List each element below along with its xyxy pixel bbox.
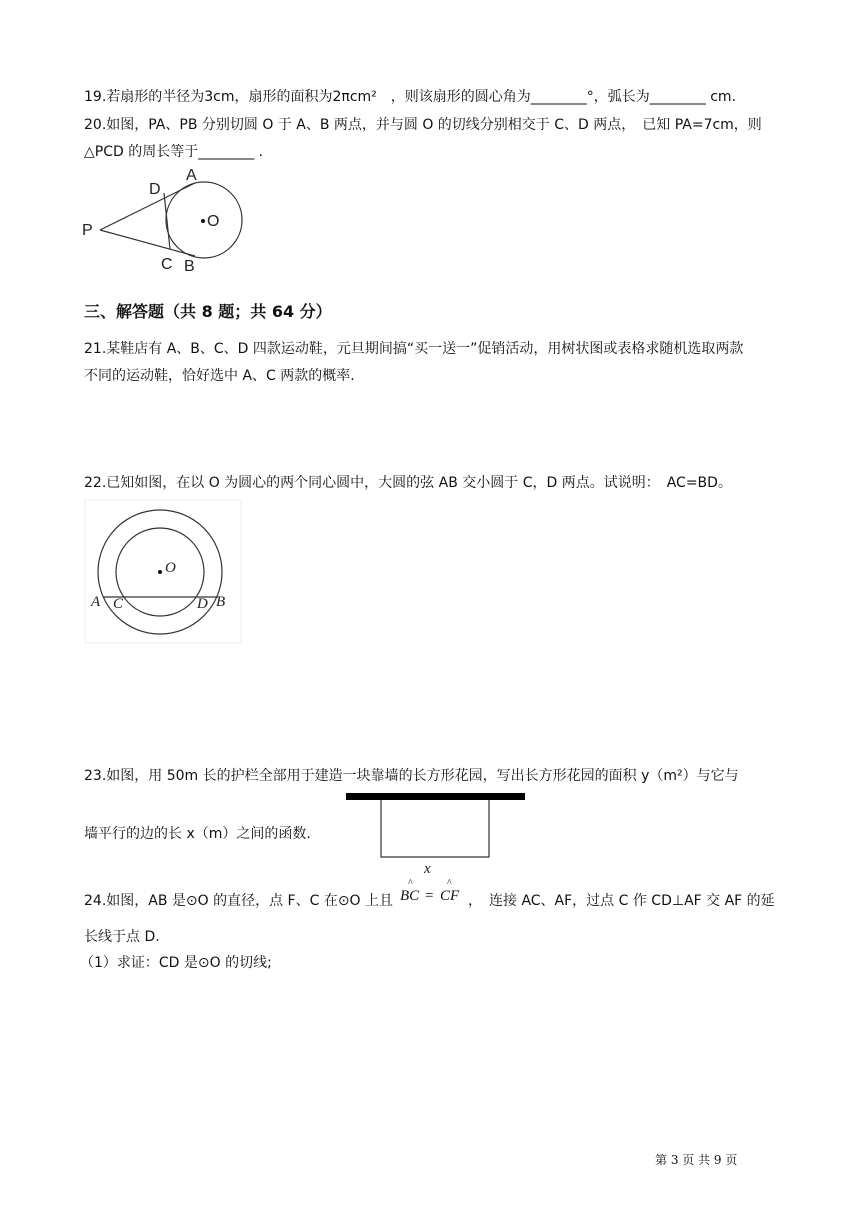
question-22: 22.已知如图，在以 O 为圆心的两个同心圆中，大圆的弦 AB 交小圆于 C，D 两点。试说明： AC=BD。 bbox=[84, 475, 732, 491]
section-heading: 三、解答题（共 8 题；共 64 分） bbox=[84, 302, 332, 321]
label-d: D bbox=[149, 181, 161, 198]
label-a: A bbox=[91, 594, 101, 610]
figure-22-concentric-circles bbox=[85, 500, 245, 645]
label-b: B bbox=[184, 258, 195, 275]
page-number: 第 3 页 共 9 页 bbox=[655, 1153, 738, 1167]
label-a: A bbox=[186, 167, 197, 184]
figure-23-garden bbox=[346, 793, 526, 878]
fence bbox=[381, 800, 489, 857]
question-19: 19.若扇形的半径为3cm，扇形的面积为2πcm² ，则该扇形的圆心角为________°，弧长为________ cm. bbox=[84, 89, 737, 105]
question-23-line-1: 23.如图，用 50m 长的护栏全部用于建造一块靠墙的长方形花园，写出长方形花园的面积 y（m²）与它与 bbox=[84, 768, 739, 784]
label-o: O bbox=[165, 560, 176, 576]
label-c: C bbox=[161, 256, 173, 273]
label-p: P bbox=[82, 222, 93, 239]
figure-border bbox=[85, 500, 241, 643]
question-20-line-2: △PCD 的周长等于________ . bbox=[84, 144, 264, 160]
label-c: C bbox=[113, 596, 124, 612]
question-24-line-2: 长线于点 D. bbox=[84, 929, 160, 945]
question-24-line-1-b: ， 连接 AC、AF，过点 C 作 CD⊥AF 交 AF 的延 bbox=[468, 893, 775, 909]
question-21-line-1: 21.某鞋店有 A、B、C、D 四款运动鞋，元旦期间搞“买一送一”促销活动，用树状图或表格求随机选取两款 bbox=[84, 341, 744, 357]
figure-20-tangent-circle bbox=[80, 163, 250, 278]
arc-cf: ^ CF bbox=[440, 878, 460, 904]
equals-sign: = bbox=[425, 888, 434, 904]
label-x: x bbox=[424, 861, 431, 877]
wall bbox=[346, 793, 525, 800]
question-21-line-2: 不同的运动鞋，恰好选中 A、C 两款的概率. bbox=[84, 368, 355, 384]
tangent-pa bbox=[100, 183, 195, 230]
question-24-line-1-a: 24.如图，AB 是⊙O 的直径，点 F、C 在⊙O 上且 bbox=[84, 893, 394, 909]
center-dot bbox=[158, 570, 162, 574]
label-o: O bbox=[207, 213, 220, 230]
arc-bc: ^ BC bbox=[400, 878, 420, 904]
center-dot bbox=[201, 219, 205, 223]
tangent-dc bbox=[164, 193, 170, 249]
question-24-part-1: （1）求证：CD 是⊙O 的切线; bbox=[80, 955, 272, 971]
label-d: D bbox=[197, 596, 208, 612]
tangent-pb bbox=[100, 230, 195, 256]
question-20-line-1: 20.如图，PA、PB 分别切圆 O 于 A、B 两点，并与圆 O 的切线分别相交于 C、D 两点， 已知 PA=7cm，则 bbox=[84, 117, 762, 133]
label-b: B bbox=[216, 594, 226, 610]
question-23-line-2: 墙平行的边的长 x（m）之间的函数. bbox=[84, 826, 311, 842]
